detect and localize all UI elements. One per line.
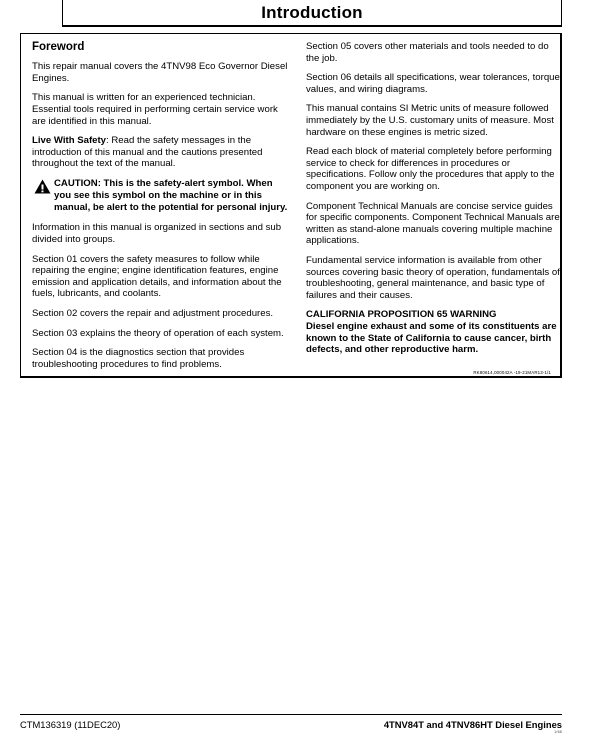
caution-block xyxy=(32,178,290,213)
caution-text: CAUTION: This is the safety-alert symbol. When you see this symbol on the machine or in this manual, be alert to the potential for personal injury. xyxy=(54,177,288,213)
paragraph: Section 03 explains the theory of operation of each system. xyxy=(32,327,284,339)
content-frame xyxy=(20,33,562,378)
two-column-body xyxy=(32,41,560,375)
figure-reference-code: RK80614,000042A -19-21MAR13-1/1 xyxy=(473,370,551,375)
california-warning-body: Diesel engine exhaust and some of its constituents are known to the State of California to cause cancer, birth defects, and other reproductive harm. xyxy=(306,320,557,356)
paragraph: This manual contains SI Metric units of measure followed immediately by the U.S. customary units of measure. Most hardware on these engines is metric sized. xyxy=(306,103,554,138)
paragraph: Information in this manual is organized in sections and sub divided into groups. xyxy=(32,222,282,245)
live-with-safety-paragraph xyxy=(32,135,290,170)
paragraph: Section 04 is the diagnostics section that provides troubleshooting procedures to find problems. xyxy=(32,347,245,370)
page-title: Introduction xyxy=(261,2,363,22)
california-proposition-warning xyxy=(306,309,564,356)
live-with-safety-text: : Read the safety messages in the introduction of this manual and the cautions presented throughout the text of the manual. xyxy=(32,135,263,170)
page-footer xyxy=(20,714,562,734)
footer-engine-models: 4TNV84T and 4TNV86HT Diesel Engines xyxy=(383,719,562,730)
live-with-safety-label: Live With Safety xyxy=(32,135,107,147)
footer-right-group xyxy=(383,719,562,734)
paragraph: Read each block of material completely before performing service to check for differences in procedures or specifications. Follow only the procedures that apply to the component you are working on. xyxy=(306,146,555,192)
warning-triangle-icon xyxy=(34,179,51,194)
chapter-header-frame xyxy=(62,0,562,27)
paragraph: Section 01 covers the safety measures to follow while repairing the engine; engine identification features, engine emission and application details, and information about the fuels, lubricants, and coolants. xyxy=(32,253,282,300)
california-warning-heading: CALIFORNIA PROPOSITION 65 WARNING xyxy=(306,309,497,321)
paragraph: Section 02 covers the repair and adjustment procedures. xyxy=(32,307,274,319)
paragraph: Fundamental service information is available from other sources covering basic theory of operation, fundamentals of troubleshooting, general maintenance, and basic type of failures and their causes. xyxy=(306,254,560,301)
paragraph: Section 06 details all specifications, wear tolerances, torque values, and wiring diagrams. xyxy=(306,72,560,95)
footer-manual-number: CTM136319 (11DEC20) xyxy=(20,719,121,730)
right-column xyxy=(306,41,564,372)
section-heading-foreword: Foreword xyxy=(32,41,85,53)
footer-page-mark: 1/68 xyxy=(554,730,562,734)
paragraph: This manual is written for an experienced technician. Essential tools required in performing certain service work are identified in this manual. xyxy=(32,92,278,127)
paragraph: Section 05 covers other materials and tools needed to do the job. xyxy=(306,41,549,64)
left-column xyxy=(32,41,290,372)
paragraph: This repair manual covers the 4TNV98 Eco Governor Diesel Engines. xyxy=(32,61,288,84)
paragraph: Component Technical Manuals are concise service guides for specific components. Component Technical Manuals are written as stand-alone manuals covering multiple machine applications. xyxy=(306,200,560,247)
